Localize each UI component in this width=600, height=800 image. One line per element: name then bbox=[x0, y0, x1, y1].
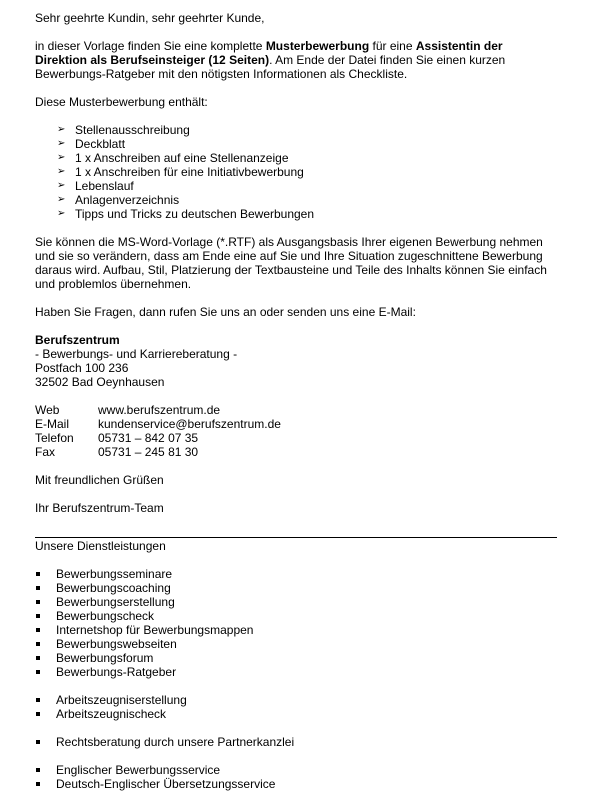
list-item: ➢ Tipps und Tricks zu deutschen Bewerbungen bbox=[57, 207, 557, 221]
services-list-group-4 bbox=[35, 763, 557, 791]
contents-list bbox=[35, 123, 557, 221]
contact-row-web bbox=[35, 403, 557, 417]
intro-bold-1: Musterbewerbung bbox=[265, 39, 370, 53]
usage-paragraph: Sie können die MS-Word-Vorlage (*.RTF) als Ausgangsbasis Ihrer eigenen Bewerbung nehmen und sie so verändern, dass am Ende eine auf Sie und Ihre Situation zugeschnittene Bewerbung daraus wird. Aufbau, Stil, Platzierung der Textbausteine und Teile des Inhalts können Sie einfach und problemlos übernehmen. bbox=[35, 235, 547, 291]
company-name bbox=[35, 333, 557, 347]
list-item: Bewerbungsseminare bbox=[35, 567, 557, 581]
intro-text-2: für eine bbox=[369, 39, 416, 53]
contents-heading: Diese Musterbewerbung enthält: bbox=[35, 95, 208, 109]
email-link[interactable]: kundenservice@berufszentrum.de bbox=[98, 417, 281, 431]
list-item: Bewerbungscheck bbox=[35, 609, 557, 623]
questions-paragraph: Haben Sie Fragen, dann rufen Sie uns an oder senden uns eine E-Mail: bbox=[35, 305, 416, 319]
signature: Ihr Berufszentrum-Team bbox=[35, 501, 164, 515]
services-list-group-1 bbox=[35, 567, 557, 679]
intro-bold-2: Assistentin der Direktion als Berufseinsteiger (12 Seiten) bbox=[35, 39, 503, 67]
contact-label: Fax bbox=[35, 445, 56, 459]
closing: Mit freundlichen Grüßen bbox=[35, 473, 164, 487]
contact-row-phone bbox=[35, 431, 557, 445]
contact-label: Web bbox=[35, 403, 60, 417]
list-item: Rechtsberatung durch unsere Partnerkanzlei bbox=[35, 735, 557, 749]
list-item: ➢ Anlagenverzeichnis bbox=[57, 193, 557, 207]
contact-label: Telefon bbox=[35, 431, 74, 445]
list-item: Arbeitszeugniserstellung bbox=[35, 693, 557, 707]
list-item: Arbeitszeugnischeck bbox=[35, 707, 557, 721]
fax-number: 05731 – 245 81 30 bbox=[98, 445, 199, 459]
company-tagline: - Bewerbungs- und Karriereberatung - bbox=[35, 347, 238, 361]
intro-text-3: . Am Ende der Datei finden Sie einen kurzen Bewerbungs-Ratgeber mit den nötigsten Informationen als Checkliste. bbox=[35, 53, 506, 81]
contact-row-fax bbox=[35, 445, 557, 459]
address-postbox: Postfach 100 236 bbox=[35, 361, 129, 375]
list-item: Internetshop für Bewerbungsmappen bbox=[35, 623, 557, 637]
greeting: Sehr geehrte Kundin, sehr geehrter Kunde, bbox=[35, 11, 265, 25]
document-page bbox=[35, 11, 557, 791]
intro-text-1: in dieser Vorlage finden Sie eine komplette bbox=[35, 39, 266, 53]
list-item: ➢ 1 x Anschreiben für eine Initiativbewerbung bbox=[57, 165, 557, 179]
list-item: ➢ Lebenslauf bbox=[57, 179, 557, 193]
services-heading: Unsere Dienstleistungen bbox=[35, 539, 166, 553]
website-link[interactable]: www.berufszentrum.de bbox=[98, 403, 221, 417]
intro-paragraph bbox=[35, 39, 557, 81]
list-item: Bewerbungscoaching bbox=[35, 581, 557, 595]
services-list-group-3 bbox=[35, 735, 557, 749]
list-item: Bewerbungserstellung bbox=[35, 595, 557, 609]
list-item: Bewerbungsforum bbox=[35, 651, 557, 665]
contact-row-email bbox=[35, 417, 557, 431]
list-item: ➢ Deckblatt bbox=[57, 137, 557, 151]
list-item: ➢ 1 x Anschreiben auf eine Stellenanzeige bbox=[57, 151, 557, 165]
list-item: ➢ Stellenausschreibung bbox=[57, 123, 557, 137]
address-city: 32502 Bad Oeynhausen bbox=[35, 375, 165, 389]
divider-line bbox=[35, 537, 557, 538]
company-name-text: Berufszentrum bbox=[35, 333, 120, 347]
contact-label: E-Mail bbox=[35, 417, 70, 431]
phone-number: 05731 – 842 07 35 bbox=[98, 431, 199, 445]
list-item: Bewerbungswebseiten bbox=[35, 637, 557, 651]
list-item: Deutsch-Englischer Übersetzungsservice bbox=[35, 777, 557, 791]
services-list-group-2 bbox=[35, 693, 557, 721]
list-item: Englischer Bewerbungsservice bbox=[35, 763, 557, 777]
list-item: Bewerbungs-Ratgeber bbox=[35, 665, 557, 679]
